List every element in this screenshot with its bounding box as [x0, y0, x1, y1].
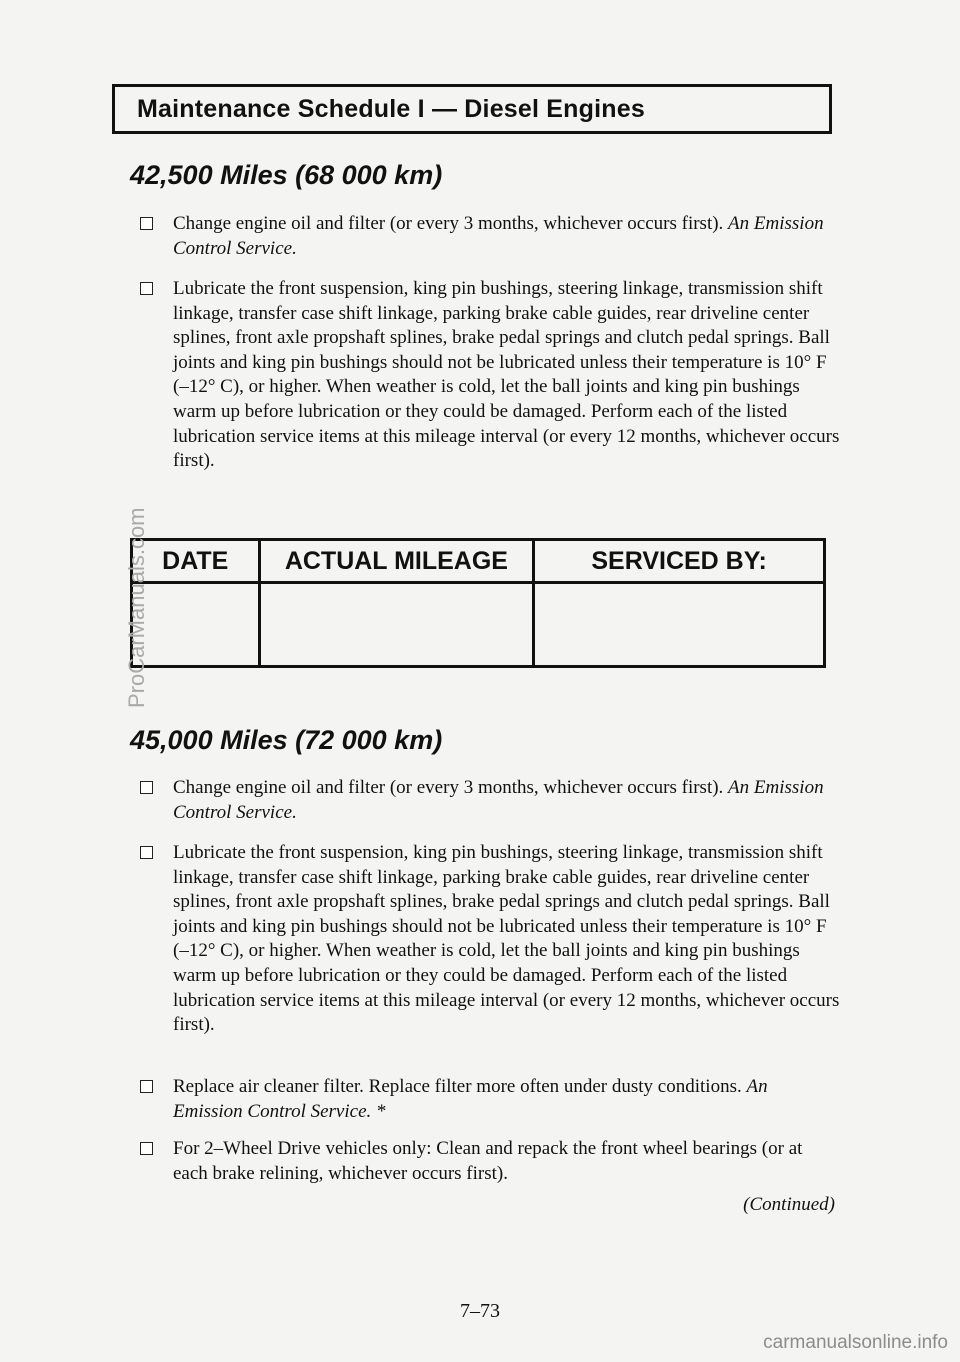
- checklist-item: [140, 277, 840, 474]
- item-note: An Emission Control Service.: [173, 213, 824, 259]
- checklist-item: [140, 776, 840, 825]
- item-text: Change engine oil and filter (or every 3 months, whichever occurs first).: [173, 213, 724, 234]
- item-text: Lubricate the front suspension, king pin bushings, steering linkage, transmission shift linkage, transfer case shift linkage, parking brake cable guides, rear driveline center splines, front axle propshaft splines, brake pedal springs and clutch pedal springs. Ball joints and king pin bushings should not be lubricated unless their temperature is 10° F (–12° C), or higher. When weather is cold, let the ball joints and king pin bushings warm up before lubrication or they could be damaged. Perform each of the listed lubrication service items at this mileage interval (or every 12 months, whichever occurs first).: [173, 278, 840, 472]
- item-note: An Emission Control Service.: [173, 777, 824, 823]
- checklist-item: [140, 212, 840, 261]
- column-header-serviced-by: SERVICED BY:: [534, 540, 825, 583]
- item-text: Change engine oil and filter (or every 3 months, whichever occurs first).: [173, 777, 724, 798]
- section-heading-42500: 42,500 Miles (68 000 km): [130, 160, 443, 190]
- checklist-item: [140, 1075, 840, 1124]
- item-text: Replace air cleaner filter. Replace filter more often under dusty conditions.: [173, 1076, 742, 1097]
- checkbox[interactable]: [140, 781, 153, 794]
- column-header-date: DATE: [132, 540, 260, 583]
- continued-label: (Continued): [743, 1194, 835, 1215]
- checkbox[interactable]: [140, 282, 153, 295]
- item-text: For 2–Wheel Drive vehicles only: Clean and repack the front wheel bearings (or at each brake relining, whichever occurs first).: [173, 1138, 803, 1184]
- page-number: 7–73: [460, 1300, 500, 1322]
- serviced-by-cell[interactable]: [534, 583, 825, 667]
- footer-watermark-link[interactable]: carmanualsonline.info: [763, 1332, 948, 1353]
- date-cell[interactable]: [132, 583, 260, 667]
- checklist-item: [140, 841, 840, 1038]
- service-log-table: [130, 538, 826, 668]
- section-heading-45000: 45,000 Miles (72 000 km): [130, 725, 443, 755]
- checkbox[interactable]: [140, 1080, 153, 1093]
- item-text: Lubricate the front suspension, king pin bushings, steering linkage, transmission shift linkage, transfer case shift linkage, parking brake cable guides, rear driveline center splines, front axle propshaft splines, brake pedal springs and clutch pedal springs. Ball joints and king pin bushings should not be lubricated unless their temperature is 10° F (–12° C), or higher. When weather is cold, let the ball joints and king pin bushings warm up before lubrication or they could be damaged. Perform each of the listed lubrication service items at this mileage interval (or every 12 months, whichever occurs first).: [173, 842, 840, 1036]
- checkbox[interactable]: [140, 217, 153, 230]
- checklist-item: [140, 1137, 840, 1186]
- item-note: An Emission Control Service. *: [173, 1076, 768, 1122]
- side-watermark: ProCarManuals.com: [124, 507, 149, 708]
- page-header: [112, 84, 832, 134]
- column-header-actual-mileage: ACTUAL MILEAGE: [259, 540, 534, 583]
- page-title: Maintenance Schedule I — Diesel Engines: [137, 94, 645, 123]
- checkbox[interactable]: [140, 846, 153, 859]
- mileage-cell[interactable]: [259, 583, 534, 667]
- checkbox[interactable]: [140, 1142, 153, 1155]
